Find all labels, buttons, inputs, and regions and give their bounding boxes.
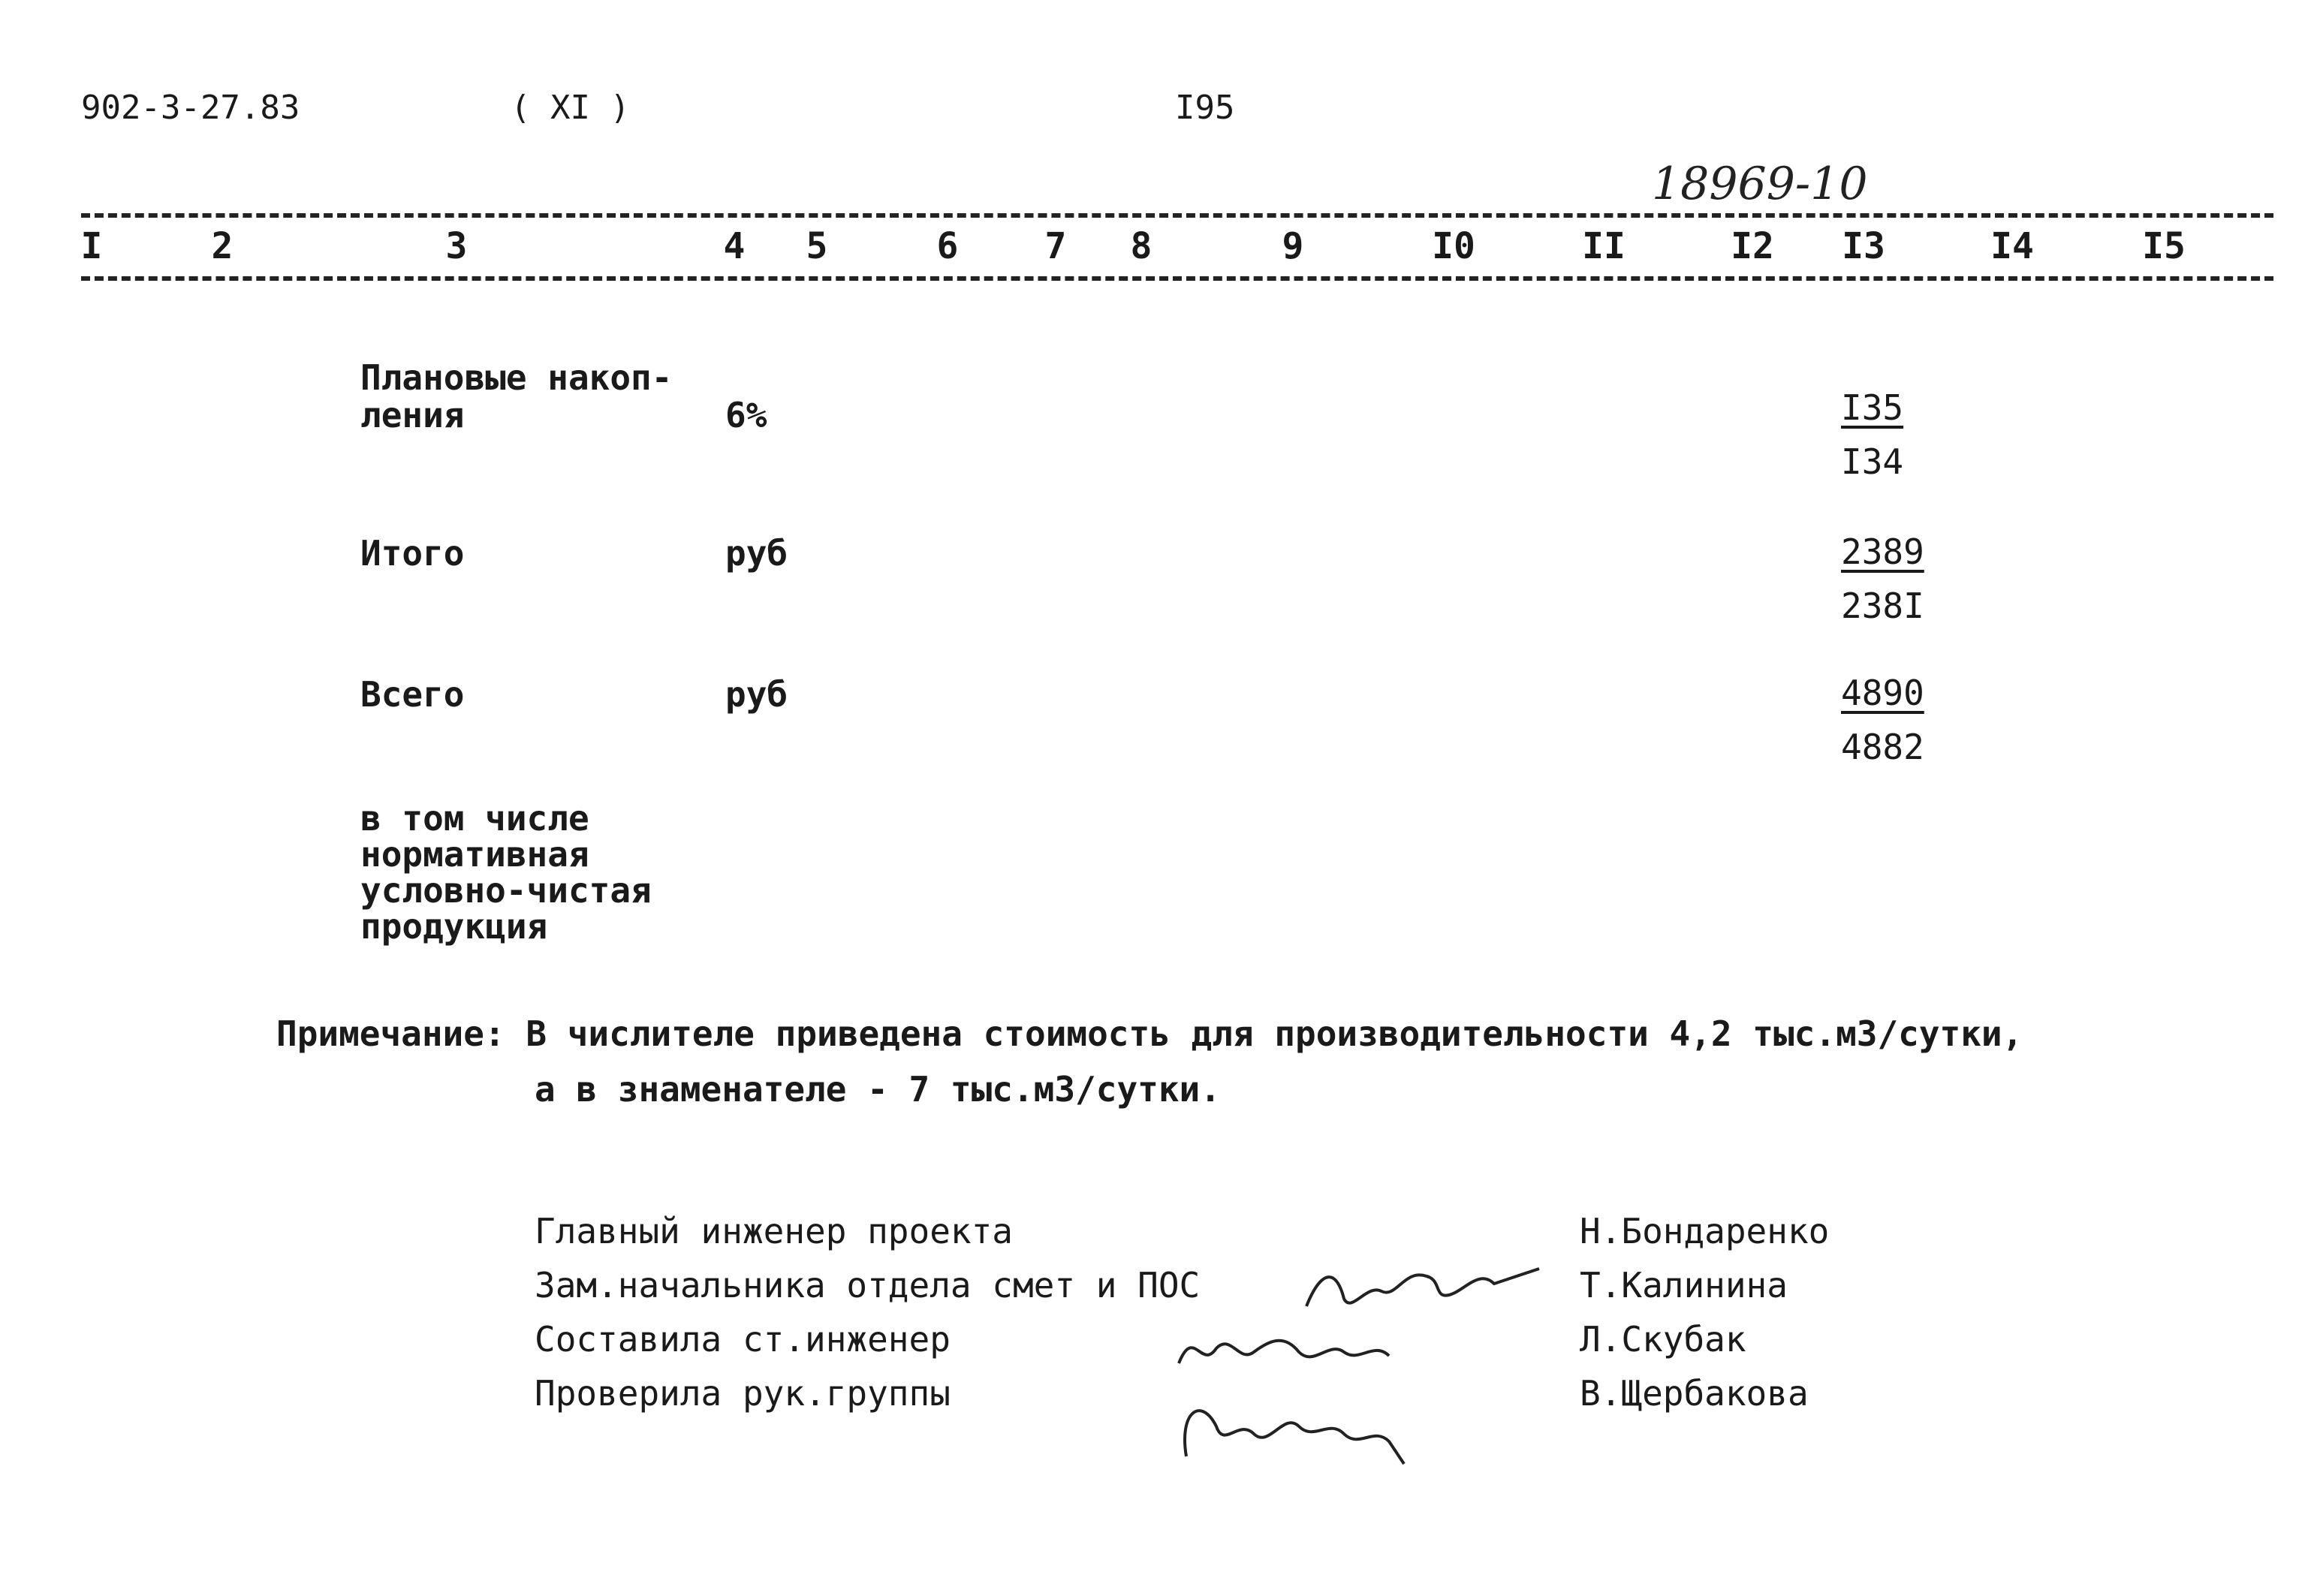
value-numerator: 2389 [1841,531,1924,572]
column-number: 5 [806,225,828,267]
signature-role: Зам.начальника отдела смет и ПОС [535,1265,1201,1305]
table-header-rule [81,276,2273,281]
signature-name: Т.Калинина [1580,1265,1788,1305]
signature-role: Проверила рук.группы [535,1373,951,1414]
signature-name: Н.Бондаренко [1580,1211,1830,1251]
value-numerator: I35 [1841,387,1904,428]
value-denominator: 238I [1841,586,1924,626]
signature-role: Составила ст.инженер [535,1319,951,1360]
column-number: 2 [211,225,234,267]
value-denominator: I34 [1841,441,1904,482]
signature-name: В.Щербакова [1580,1373,1809,1414]
column-number: 9 [1282,225,1304,267]
column-number: I [80,225,103,267]
value-denominator: 4882 [1841,727,1924,767]
row-label: Всего [360,674,465,715]
column-number: 8 [1130,225,1152,267]
row-unit: руб [725,533,788,574]
column-number: 7 [1044,225,1067,267]
table-top-rule [81,213,2273,218]
column-number: I0 [1432,225,1475,267]
column-number: 4 [723,225,746,267]
signature-roles [535,1204,1200,1420]
column-number: I2 [1731,225,1774,267]
column-number: I3 [1842,225,1885,267]
handwritten-number: 18969-10 [1652,158,1868,210]
row-label: Плановые накоп- ления [360,357,673,435]
column-number: I4 [1990,225,2034,267]
row-unit: руб [725,674,788,715]
note-line-1: Примечание: В числителе приведена стоимость для производительности 4,2 тыс.м3/сутки, [276,1013,2023,1054]
value-numerator: 4890 [1841,673,1924,713]
note-line-2: а в знаменателе - 7 тыс.м3/сутки. [535,1069,1221,1110]
column-number: I5 [2142,225,2186,267]
row-unit: 6% [725,395,767,435]
document-code: 902-3-27.83 [81,89,300,127]
row-label: Итого [360,533,465,574]
page-number: I95 [1175,89,1235,127]
column-number: II [1582,225,1626,267]
signature-name: Л.Скубак [1580,1319,1746,1360]
column-number: 3 [445,225,468,267]
signature-names [1580,1204,1829,1420]
row-label: в том числе нормативная условно-чистая продукция [360,798,652,947]
column-number: 6 [936,225,959,267]
handwritten-signature [1171,1311,1397,1386]
handwritten-signature [1171,1381,1412,1471]
signature-role: Главный инженер проекта [535,1211,1013,1251]
section-number: ( XI ) [511,89,630,127]
